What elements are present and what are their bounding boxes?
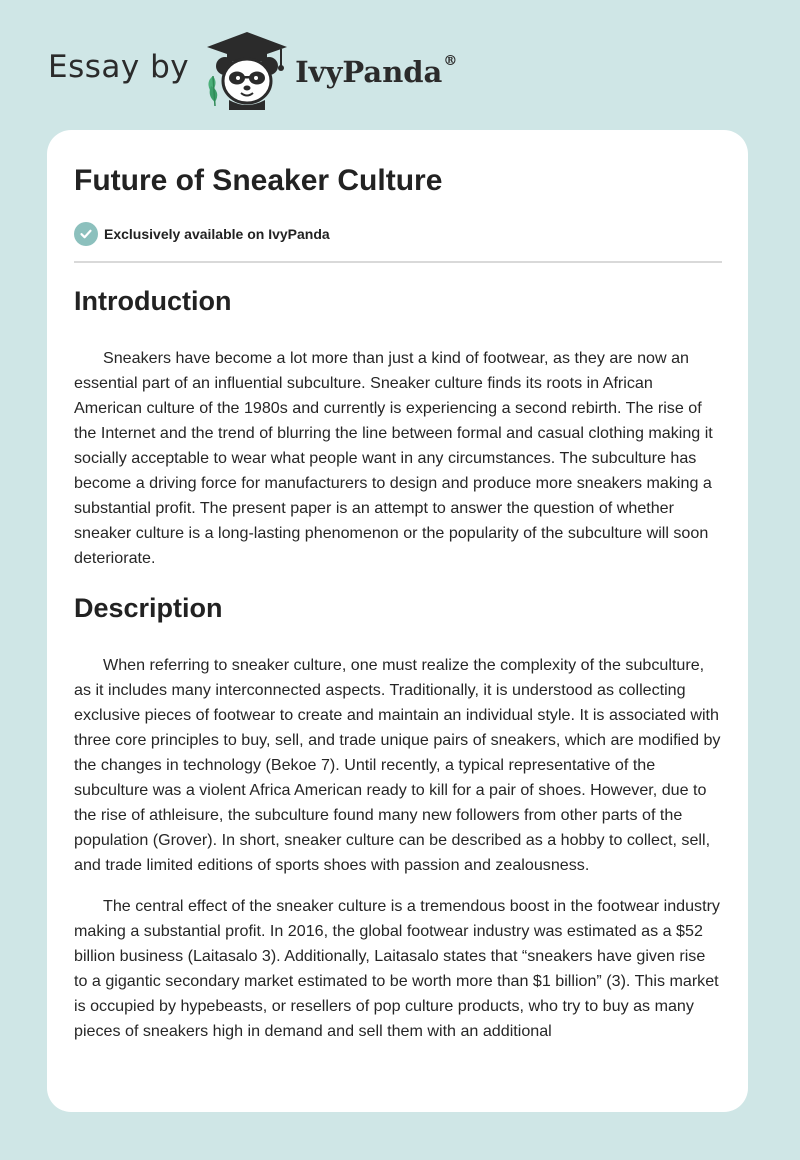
panda-graduate-icon — [203, 30, 291, 110]
paragraph: The central effect of the sneaker culture is a tremendous boost in the footwear industry making a substantial profit. In 2016, the global footwear industry was estimated as a $52 billion business (Laitasalo 3). Additionally, Laitasalo states that “sneakers have given rise to a gigantic secondary market estimated to be worth more than $1 billion” (3). This market is occupied by hypebeasts, or resellers of pop culture products, who try to buy as many pieces of sneakers high in demand and sell them with an additional — [74, 897, 720, 1040]
essay-body — [74, 280, 722, 1060]
section-heading-description: Description — [74, 593, 223, 623]
page-title: Future of Sneaker Culture — [74, 164, 443, 197]
paragraph: When referring to sneaker culture, one must realize the complexity of the subculture, as it includes many interconnected aspects. Traditionally, it is understood as collecting exclusive pieces of footwear to create and maintain an individual style. It is associated with three core principles to buy, sell, and trade unique pairs of sneakers, which are modified by the changes in technology (Bekoe 7). Until recently, a typical representative of the subculture was a violent Africa American ready to kill for a pair of shoes. However, due to the rise of athleisure, the subculture found many new followers from other parts of the population (Grover). In short, sneaker culture can be described as a hobby to collect, sell, and trade limited editions of sports shoes with passion and zealousness. — [74, 656, 721, 874]
essay-card — [47, 130, 748, 1112]
check-icon — [74, 222, 98, 246]
title-divider — [74, 261, 722, 263]
brand-header[interactable] — [48, 30, 457, 110]
exclusive-badge-label: Exclusively available on IvyPanda — [104, 226, 330, 242]
exclusive-badge — [74, 222, 330, 246]
brand-name: IvyPanda® — [295, 53, 458, 89]
paragraph: Sneakers have become a lot more than just a kind of footwear, as they are now an essential part of an influential subculture. Sneaker culture finds its roots in African American culture of the 1980s and currently is experiencing a second rebirth. The rise of the Internet and the trend of blurring the line between formal and casual clothing making it socially acceptable to wear what people want in any circumstances. The subculture has become a driving force for manufacturers to design and produce more sneakers making a substantial profit. The present paper is an attempt to answer the question of whether sneaker culture is a long-lasting phenomenon or the popularity of the subculture will soon deteriorate. — [74, 349, 713, 567]
section-heading-introduction: Introduction — [74, 286, 232, 316]
brand-prefix: Essay by — [48, 49, 190, 85]
